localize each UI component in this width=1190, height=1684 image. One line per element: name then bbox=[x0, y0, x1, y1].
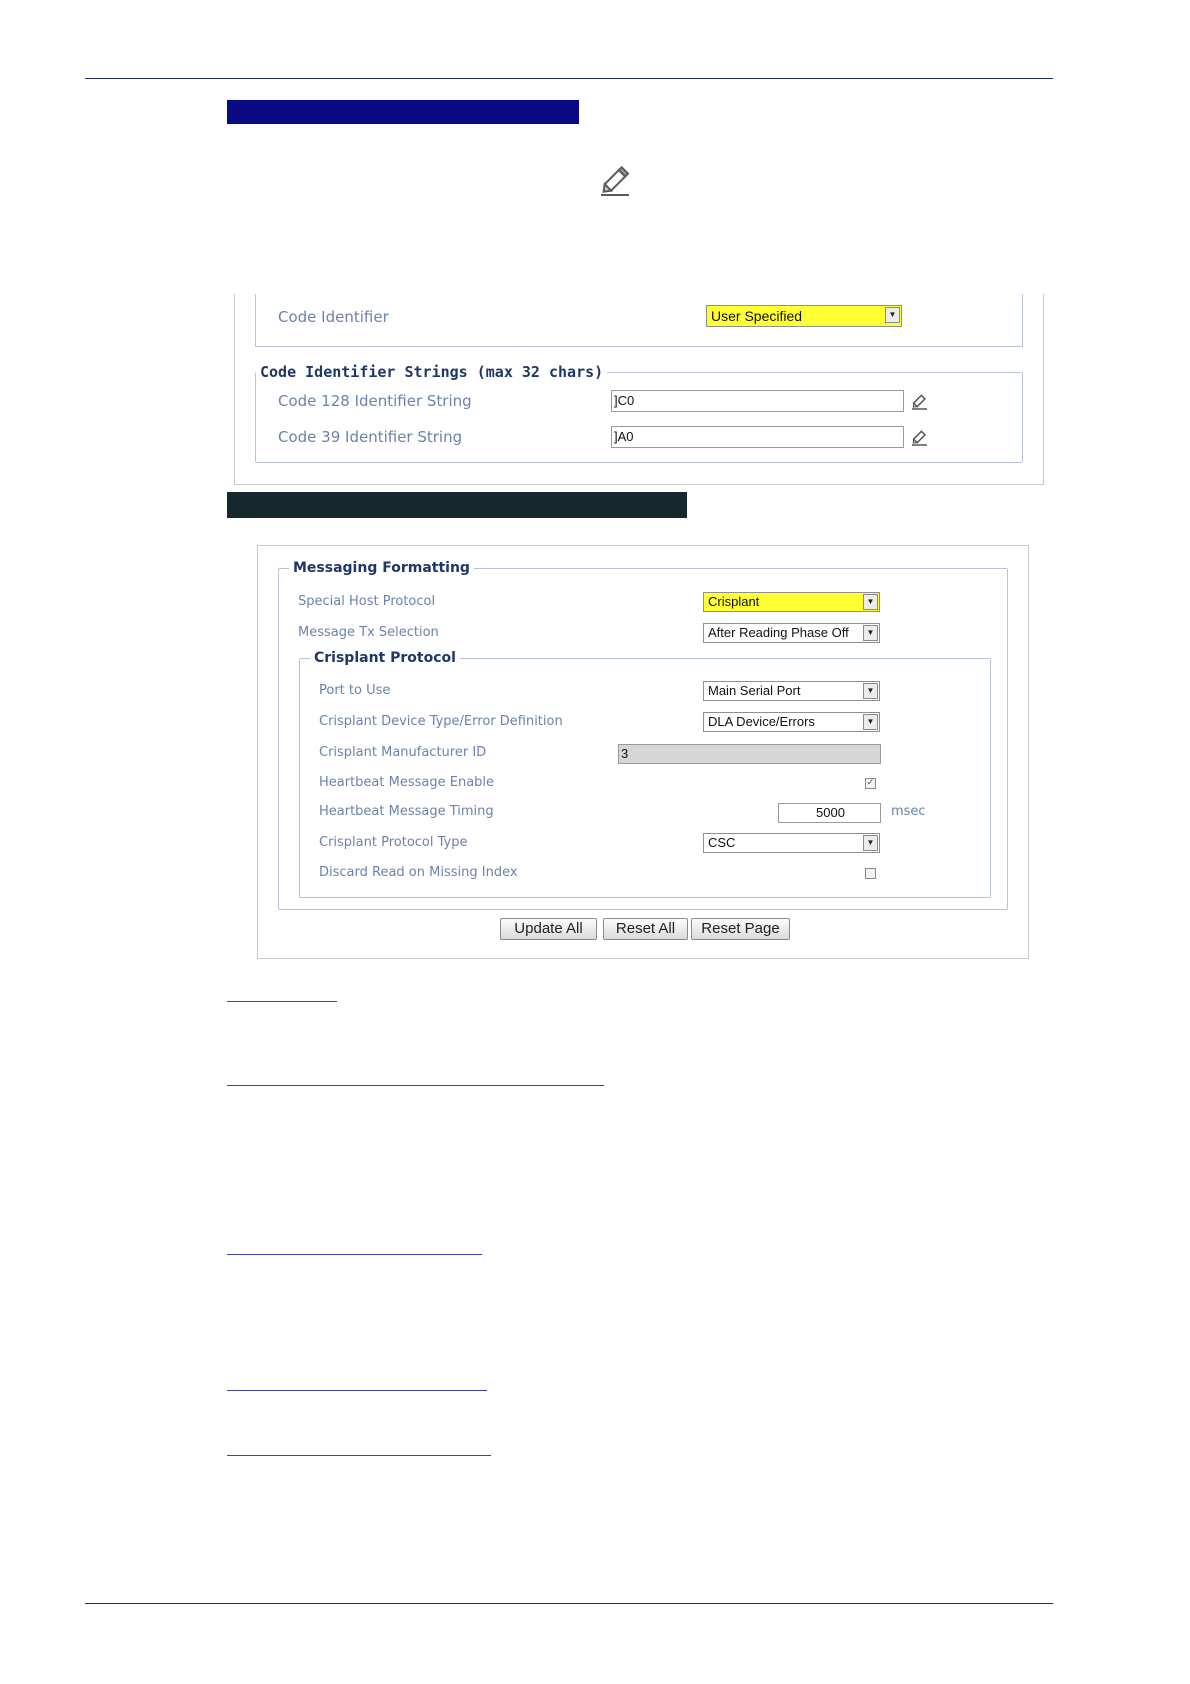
heartbeat-enable-label: Heartbeat Message Enable bbox=[319, 775, 495, 790]
chevron-down-icon: ▼ bbox=[863, 835, 878, 851]
code128-identifier-input[interactable]: ]C0 bbox=[611, 390, 904, 412]
protocol-type-value: CSC bbox=[708, 835, 736, 850]
protocol-type-label: Crisplant Protocol Type bbox=[319, 835, 468, 850]
special-host-protocol-select[interactable] bbox=[703, 592, 880, 612]
crisplant-protocol-title: Crisplant Protocol bbox=[314, 650, 456, 666]
messaging-formatting-title: Messaging Formatting bbox=[293, 560, 470, 576]
code128-identifier-label: Code 128 Identifier String bbox=[278, 392, 472, 410]
reset-all-button[interactable]: Reset All bbox=[603, 918, 688, 940]
link-underline[interactable] bbox=[227, 1001, 337, 1002]
pencil-icon bbox=[599, 164, 633, 196]
link-underline[interactable] bbox=[227, 1455, 491, 1456]
crisplant-protocol-group bbox=[299, 650, 991, 898]
device-type-value: DLA Device/Errors bbox=[708, 714, 815, 729]
edit-pencil-icon[interactable] bbox=[911, 428, 929, 446]
device-type-label: Crisplant Device Type/Error Definition bbox=[319, 714, 563, 729]
link-underline[interactable] bbox=[227, 1254, 482, 1255]
heartbeat-enable-checkbox[interactable]: ✓ bbox=[866, 778, 875, 788]
top-rule bbox=[85, 78, 1053, 79]
manufacturer-id-input: 3 bbox=[618, 744, 881, 764]
link-underline[interactable] bbox=[227, 1390, 487, 1391]
code39-identifier-input[interactable]: ]A0 bbox=[611, 426, 904, 448]
screenshot-code-identifier bbox=[234, 294, 1044, 485]
heartbeat-timing-unit: msec bbox=[891, 804, 926, 819]
chevron-down-icon: ▼ bbox=[863, 625, 878, 641]
port-to-use-select[interactable] bbox=[703, 681, 880, 701]
heartbeat-timing-input[interactable]: 5000 bbox=[778, 803, 881, 823]
message-tx-selection-value: After Reading Phase Off bbox=[708, 625, 849, 640]
message-tx-selection-select[interactable] bbox=[703, 623, 880, 643]
special-host-protocol-label: Special Host Protocol bbox=[298, 594, 436, 609]
chevron-down-icon: ▼ bbox=[863, 683, 878, 699]
message-tx-selection-label: Message Tx Selection bbox=[298, 625, 439, 640]
heartbeat-timing-label: Heartbeat Message Timing bbox=[319, 804, 494, 819]
chevron-down-icon: ▼ bbox=[885, 307, 900, 323]
discard-read-label: Discard Read on Missing Index bbox=[319, 865, 518, 880]
edit-pencil-icon[interactable] bbox=[911, 392, 929, 410]
chevron-down-icon: ▼ bbox=[863, 594, 878, 610]
discard-read-checkbox[interactable] bbox=[865, 868, 876, 879]
link-underline[interactable] bbox=[227, 1085, 604, 1086]
chevron-down-icon: ▼ bbox=[863, 714, 878, 730]
code39-identifier-label: Code 39 Identifier String bbox=[278, 428, 463, 446]
heading-bar-dark bbox=[227, 492, 687, 518]
code-identifier-strings-title: Code Identifier Strings (max 32 chars) bbox=[260, 363, 604, 381]
reset-page-button[interactable]: Reset Page bbox=[691, 918, 790, 940]
port-to-use-value: Main Serial Port bbox=[708, 683, 801, 698]
heading-bar-blue bbox=[227, 100, 579, 124]
special-host-protocol-value: Crisplant bbox=[708, 594, 760, 609]
bottom-rule bbox=[85, 1603, 1053, 1604]
device-type-select[interactable] bbox=[703, 712, 880, 732]
code-identifier-select[interactable] bbox=[706, 305, 902, 327]
code-identifier-value: User Specified bbox=[711, 308, 803, 324]
update-all-button[interactable]: Update All bbox=[500, 918, 597, 940]
code-identifier-label: Code Identifier bbox=[278, 308, 389, 326]
manufacturer-id-label: Crisplant Manufacturer ID bbox=[319, 745, 487, 760]
protocol-type-select[interactable] bbox=[703, 833, 880, 853]
code-identifier-strings-group bbox=[255, 363, 1023, 463]
port-to-use-label: Port to Use bbox=[319, 683, 391, 698]
